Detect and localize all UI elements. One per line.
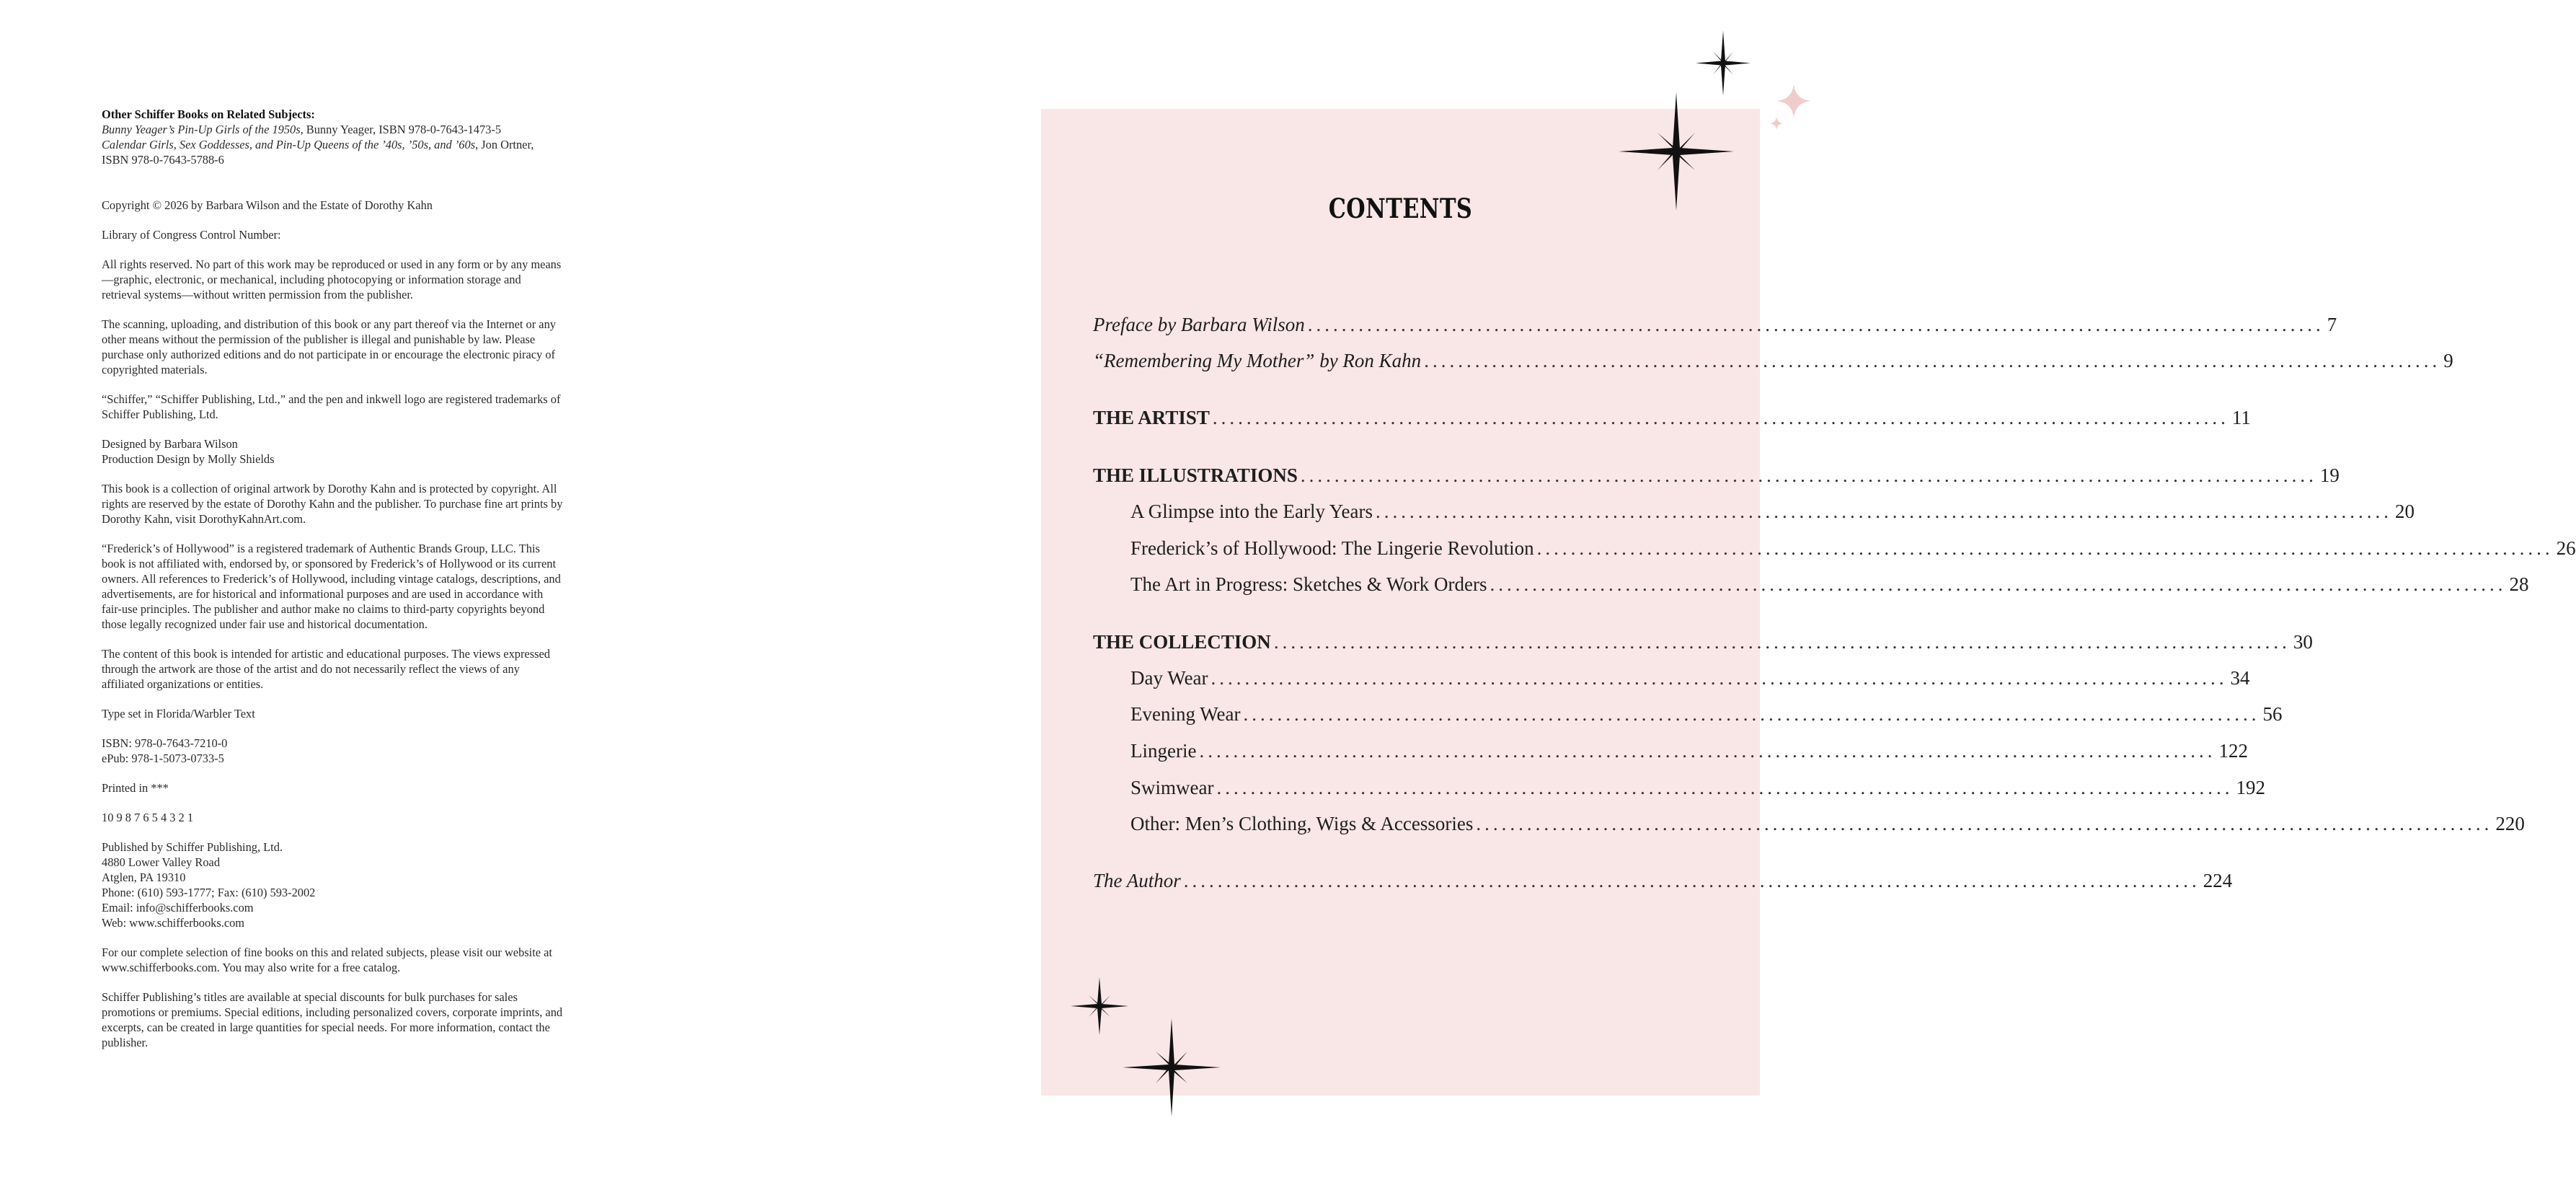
typeset-line: Type set in Florida/Warbler Text bbox=[102, 707, 255, 720]
isbn-line: ISBN: 978-0-7643-7210-0 bbox=[102, 736, 228, 750]
toc-entry-fredericks[interactable] bbox=[1130, 537, 2576, 560]
toc-page-number: 20 bbox=[2394, 501, 2415, 522]
toc-leader-dots: ........................................................................................................................ bbox=[1307, 314, 2324, 335]
toc-page-number: 220 bbox=[2495, 813, 2525, 834]
toc-entry-label: Evening Wear bbox=[1130, 703, 1241, 725]
toc-entry-remembering[interactable] bbox=[1093, 350, 2453, 372]
toc-leader-dots: ........................................................................................................................ bbox=[1424, 350, 2441, 371]
sparkle-star-icon bbox=[1121, 1017, 1222, 1118]
printed-in: Printed in *** bbox=[102, 781, 169, 795]
related-book-details: , Bunny Yeager, ISBN 978-0-7643-1473-5 bbox=[300, 123, 502, 136]
toc-entry-evening-wear[interactable] bbox=[1130, 703, 2283, 726]
related-book bbox=[102, 122, 563, 137]
toc-page-number: 224 bbox=[2203, 870, 2233, 891]
related-book-details: , Jon Ortner, ISBN 978-0-7643-5788-6 bbox=[102, 138, 534, 167]
toc-entry-early-years[interactable] bbox=[1130, 501, 2415, 523]
contents-title: CONTENTS bbox=[1328, 193, 1473, 224]
related-book bbox=[102, 137, 563, 167]
toc-entry-the-illustrations[interactable] bbox=[1093, 464, 2340, 487]
toc-entry-day-wear[interactable] bbox=[1130, 667, 2250, 689]
discount-note: Schiffer Publishing’s titles are available at special discounts for bulk purchases for sales promotions or premiums. Special editions, including personalized covers, corporate imprints, and excerpts, can be created in large quantities for special needs. For more information, contact the publisher. bbox=[102, 990, 563, 1049]
toc-entry-label: “Remembering My Mother” by Ron Kahn bbox=[1093, 350, 1422, 371]
toc-page-number: 7 bbox=[2327, 314, 2337, 335]
toc-entry-label: THE COLLECTION bbox=[1093, 631, 1271, 653]
toc-entry-other[interactable] bbox=[1130, 813, 2525, 835]
trademark-notice: “Schiffer,” “Schiffer Publishing, Ltd.,” and the pen and inkwell logo are registered trademarks of Schiffer Publishing, Ltd. bbox=[102, 392, 561, 421]
toc-leader-dots: ........................................................................................................................ bbox=[1476, 813, 2493, 834]
toc-entry-lingerie[interactable] bbox=[1130, 740, 2248, 762]
toc-page-number: 9 bbox=[2443, 350, 2453, 371]
toc-leader-dots: ........................................................................................................................ bbox=[1183, 870, 2200, 891]
toc-entry-label: Day Wear bbox=[1130, 667, 1208, 689]
toc-entry-label: A Glimpse into the Early Years bbox=[1130, 501, 1373, 522]
collection-note: This book is a collection of original artwork by Dorothy Kahn and is protected by copyright. All rights are reserved by the estate of Dorothy Kahn and the publisher. To purchase fine art prints by Dorothy Kahn, visit DorothyKahnArt.com. bbox=[102, 482, 563, 526]
toc-entry-label: THE ARTIST bbox=[1093, 407, 1210, 428]
toc-leader-dots: ........................................................................................................................ bbox=[1536, 537, 2554, 559]
publisher-web: Web: www.schifferbooks.com bbox=[102, 916, 245, 930]
publisher-email: Email: info@schifferbooks.com bbox=[102, 901, 254, 914]
publisher-street: 4880 Lower Valley Road bbox=[102, 855, 221, 869]
toc-page-number: 192 bbox=[2236, 777, 2265, 798]
toc-leader-dots: ........................................................................................................................ bbox=[1273, 631, 2290, 653]
toc-entry-label: Lingerie bbox=[1130, 740, 1197, 762]
pink-sparkle-icon bbox=[1759, 76, 1817, 134]
copyright-page bbox=[102, 107, 563, 1050]
toc-entry-the-collection[interactable] bbox=[1093, 631, 2313, 653]
toc-leader-dots: ........................................................................................................................ bbox=[1243, 703, 2260, 725]
toc-page-number: 34 bbox=[2230, 667, 2250, 689]
copyright-line: Copyright © 2026 by Barbara Wilson and the Estate of Dorothy Kahn bbox=[102, 198, 433, 212]
toc-leader-dots: ........................................................................................................................ bbox=[1199, 740, 2216, 762]
publisher-city: Atglen, PA 19310 bbox=[102, 871, 186, 884]
toc-entry-label: Frederick’s of Hollywood: The Lingerie Revolution bbox=[1130, 537, 1534, 559]
toc-page-number: 11 bbox=[2231, 407, 2251, 428]
toc-page-number: 26 bbox=[2556, 537, 2576, 559]
production-design: Production Design by Molly Shields bbox=[102, 452, 275, 466]
print-line: 10 9 8 7 6 5 4 3 2 1 bbox=[102, 811, 194, 824]
toc-entry-preface[interactable] bbox=[1093, 314, 2337, 336]
toc-entry-label: The Art in Progress: Sketches & Work Orders bbox=[1130, 573, 1487, 595]
toc-leader-dots: ........................................................................................................................ bbox=[1210, 667, 2228, 689]
toc-entry-label: The Author bbox=[1093, 870, 1181, 891]
contents-panel bbox=[1041, 109, 2576, 1096]
fredericks-trademark-note: “Frederick’s of Hollywood” is a registered trademark of Authentic Brands Group, LLC. This book is not affiliated with, endorsed by, or sponsored by Frederick’s of Hollywood or its current owners. All references to Frederick’s of Hollywood, including vintage catalogs, descriptions, and advertisements, are for historical and informational purposes and are used in accordance with fair-use principles. The publisher and author make no claims to third-party copyrights beyond those legally recognized under fair use and historical documentation. bbox=[102, 542, 561, 631]
epub-line: ePub: 978-1-5073-0733-5 bbox=[102, 752, 224, 765]
toc-leader-dots: ........................................................................................................................ bbox=[1212, 407, 2229, 428]
toc-entry-label: Preface by Barbara Wilson bbox=[1093, 314, 1305, 335]
related-books-heading: Other Schiffer Books on Related Subjects: bbox=[102, 107, 315, 121]
toc-entry-label: Other: Men’s Clothing, Wigs & Accessories bbox=[1130, 813, 1474, 834]
catalog-note: For our complete selection of fine books on this and related subjects, please visit our website at www.schifferbooks.com. You may also write for a free catalog. bbox=[102, 946, 552, 974]
sparkle-star-icon bbox=[1694, 29, 1752, 97]
rights-reserved: All rights reserved. No part of this work may be reproduced or used in any form or by any means—graphic, electronic, or mechanical, including photocopying or information storage and retrieval systems—without written permission from the publisher. bbox=[102, 257, 562, 301]
toc-page-number: 122 bbox=[2218, 740, 2248, 762]
toc-leader-dots: ........................................................................................................................ bbox=[1490, 573, 2507, 595]
loc-control-number: Library of Congress Control Number: bbox=[102, 228, 281, 242]
toc-entry-art-in-progress[interactable] bbox=[1130, 573, 2529, 596]
related-book-title: Calendar Girls, Sex Goddesses, and Pin-Up Queens of the ’40s, ’50s, and ’60s bbox=[102, 138, 476, 151]
toc-entry-the-author[interactable] bbox=[1093, 870, 2233, 892]
toc-page-number: 28 bbox=[2509, 573, 2529, 595]
designed-by: Designed by Barbara Wilson bbox=[102, 437, 238, 451]
toc-page-number: 19 bbox=[2319, 464, 2340, 486]
toc-leader-dots: ........................................................................................................................ bbox=[1300, 464, 2317, 486]
sparkle-star-icon bbox=[1615, 90, 1738, 213]
toc-entry-label: THE ILLUSTRATIONS bbox=[1093, 464, 1298, 486]
content-note: The content of this book is intended for artistic and educational purposes. The views expressed through the artwork are those of the artist and do not necessarily reflect the views of any affiliated organizations or entities. bbox=[102, 647, 550, 691]
toc-leader-dots: ........................................................................................................................ bbox=[1216, 777, 2234, 798]
piracy-notice: The scanning, uploading, and distribution of this book or any part thereof via the Internet or any other means without the permission of the publisher is illegal and punishable by law. Please purchase only authorized editions and do not participate in or encourage the electronic piracy of copyrighted materials. bbox=[102, 317, 556, 376]
toc-entry-the-artist[interactable] bbox=[1093, 407, 2251, 429]
publisher-phone: Phone: (610) 593-1777; Fax: (610) 593-2002 bbox=[102, 886, 316, 899]
toc-page-number: 56 bbox=[2262, 703, 2283, 725]
toc-page-number: 30 bbox=[2293, 631, 2313, 653]
toc-entry-swimwear[interactable] bbox=[1130, 777, 2265, 799]
toc-leader-dots: ........................................................................................................................ bbox=[1375, 501, 2392, 522]
publisher-name: Published by Schiffer Publishing, Ltd. bbox=[102, 840, 283, 854]
related-book-title: Bunny Yeager’s Pin-Up Girls of the 1950s bbox=[102, 123, 301, 136]
toc-entry-label: Swimwear bbox=[1130, 777, 1214, 798]
